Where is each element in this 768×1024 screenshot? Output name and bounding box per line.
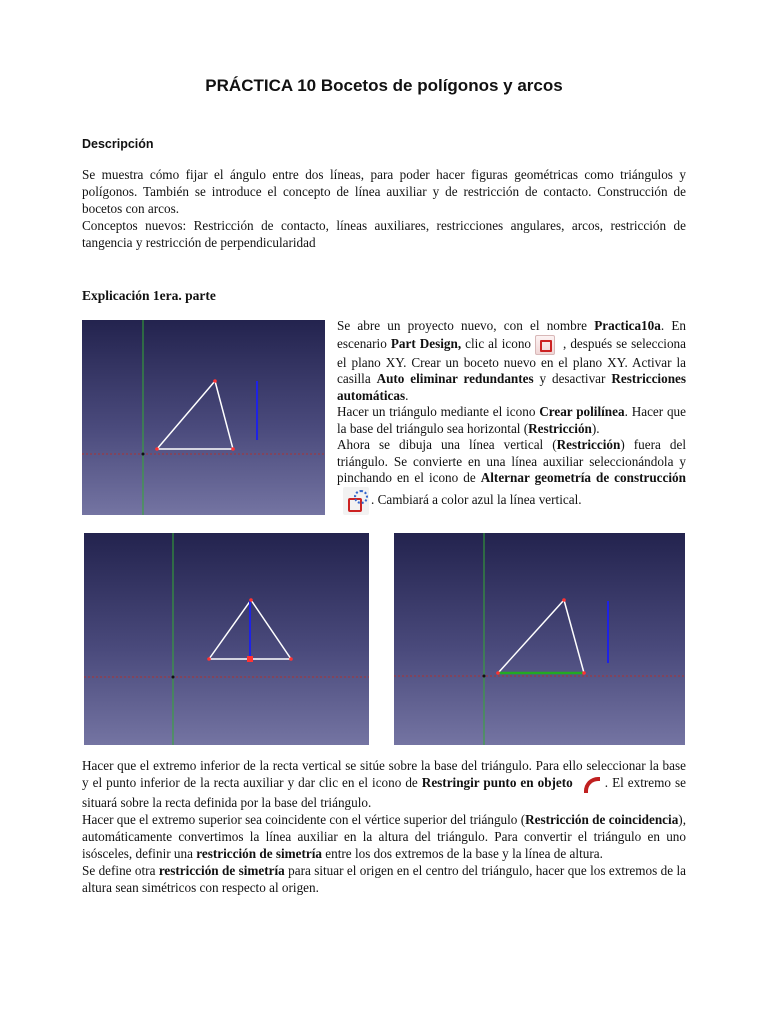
sketch-icon (535, 335, 555, 355)
construction-geometry-icon (343, 487, 369, 515)
origin-point (483, 675, 486, 678)
vertex-point (562, 598, 566, 602)
sketch-screenshot-1 (82, 320, 325, 515)
point-on-object-icon (581, 774, 603, 794)
page-title: PRÁCTICA 10 Bocetos de polígonos y arcos (205, 76, 563, 95)
vertex-point (207, 657, 211, 661)
bold-auto-eliminar: Auto eliminar redundantes (376, 371, 534, 386)
text-run: . El extremo se situará sobre la recta definida por la base del triángulo. (82, 775, 687, 810)
vertex-point (213, 379, 217, 383)
descripcion-text-2: Conceptos nuevos: Restricción de contacto, líneas auxiliares, restricciones angulares, arcos, restricción de tangencia y restricción de perpendicularidad (82, 218, 686, 250)
explicacion-heading: Explicación 1era. parte (82, 288, 216, 303)
text-run: Se abre un proyecto nuevo, con el nombre (337, 318, 595, 333)
descripcion-paragraph (82, 166, 686, 251)
text-run: . Hacer que la base del triángulo sea horizontal ( (337, 404, 686, 436)
bold-alternar-geometria: Alternar geometría de construcción (480, 470, 686, 485)
bold-restriccion: Restricción (528, 420, 592, 436)
vertex-point (249, 598, 253, 602)
text-run: clic al icono (461, 335, 532, 351)
text-run: Hacer que el extremo inferior de la recta vertical se sitúe sobre la base del triángulo. Para ello seleccionar la base y el punto inferior de la recta auxiliar y dar clic en el icono de (82, 758, 686, 791)
bold-crear-polilinea: Crear polilínea (539, 404, 625, 419)
text-run: Hacer que el extremo superior sea coincidente con el vértice superior del triángulo ( (82, 812, 526, 827)
text-run: ). (591, 420, 600, 436)
vertex-point (289, 657, 293, 661)
text-run: y desactivar (533, 371, 612, 386)
triangle-right-side (564, 600, 584, 673)
sketch-screenshot-2 (84, 533, 369, 745)
text-run: , después se selecciona el plano XY. Crear un boceto nuevo en el plano XY. Activar la casilla (337, 335, 686, 386)
bottom-paragraph (82, 757, 686, 896)
bold-restriccion-simetria: restricción de simetría (196, 846, 322, 861)
text-run: . En escenario (337, 318, 686, 351)
triangle-left-side (498, 600, 564, 673)
project-name: Practica10a (594, 318, 661, 333)
text-run: ) fuera del triángulo. Se convierte en una línea auxiliar seleccionándola y pinchando en el icono de (337, 437, 686, 485)
sketch-drawing-3 (394, 533, 685, 745)
origin-point (172, 676, 175, 679)
vertex-point (155, 447, 159, 451)
sketch-drawing-1 (82, 320, 325, 515)
sketch-drawing-2 (84, 533, 369, 745)
text-run: Hacer un triángulo mediante el icono (337, 404, 540, 419)
constraint-marker (247, 656, 253, 662)
text-run: entre los dos extremos de la base y la línea de altura. (322, 846, 603, 861)
descripcion-heading: Descripción (82, 137, 154, 151)
bold-restriccion: Restricción (556, 437, 621, 452)
text-run: ), automáticamente convertimos la línea auxiliar en la altura del triángulo. Para convertir el triángulo en uno isósceles, definir una (82, 812, 686, 861)
text-run: . (405, 387, 409, 403)
descripcion-text-1: Se muestra cómo fijar el ángulo entre dos líneas, para poder hacer figuras geométricas como triángulos y polígonos. También se introduce el concepto de línea auxiliar y de restricción de contacto. Construcción de bocetos con arcos. (82, 167, 686, 216)
bold-restriccion-simetria: restricción de simetría (158, 863, 285, 878)
vertex-point (231, 447, 235, 451)
bold-restricciones-automaticas: Restricciones automáticas (337, 371, 687, 403)
text-run: Se define otra (82, 863, 159, 878)
bold-part-design: Part Design, (390, 335, 462, 351)
vertex-point (582, 671, 586, 675)
text-run: para situar el origen en el centro del triángulo, hacer que los extremos de la altura sean simétricos con respecto al origen. (82, 863, 686, 895)
explicacion-paragraph (337, 318, 686, 515)
text-run: Ahora se dibuja una línea vertical ( (337, 437, 557, 452)
triangle (157, 381, 233, 449)
sketch-screenshot-3 (394, 533, 685, 745)
vertex-point (496, 671, 500, 675)
bold-restriccion-coincidencia: Restricción de coincidencia (525, 812, 679, 827)
origin-point (142, 453, 145, 456)
bold-restringir-punto: Restringir punto en objeto (421, 775, 573, 791)
text-run: . Cambiará a color azul la línea vertical. (371, 491, 582, 507)
